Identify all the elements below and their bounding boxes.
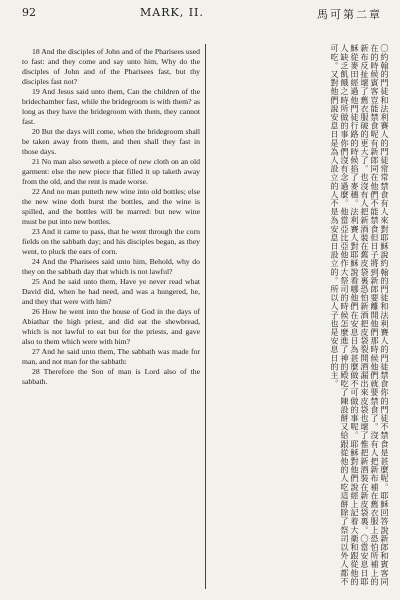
verse-28: 28 Therefore the Son of man is Lord also of the sabbath. <box>22 367 200 386</box>
verse-26: 26 How he went into the house of God in the days of Abiathar the high priest, and did eat the shewbread, which is not lawful to eat but for the priests, and gave also to them which were with him? <box>22 307 200 346</box>
verse-27: 27 And he said unto them, The sabbath was made for man, and not man for the sabbath: <box>22 347 200 366</box>
running-title: MARK, II. <box>140 6 204 19</box>
verse-25: 25 And he said unto them, Have ye never read what David did, when he had need, and was a hungered, he, and they that were with him? <box>22 277 200 306</box>
verse-21: 21 No man also seweth a piece of new cloth on an old garment: else the new piece that filled it up taketh away from the old, and the rent is made worse. <box>22 157 200 186</box>
verse-22: 22 And no man putteth new wine into old bottles; else the new wine doth burst the bottles, and the wine is spilled, and the bottles will be marred: but new wine must be put into new bottles. <box>22 187 200 226</box>
verse-18: 18 And the disciples of John and of the Pharisees used to fast: and they come and say unto him, Why do the disciples of John and of the Pharisees fast, but thy disciples fast not? <box>22 47 200 86</box>
verse-19: 19 And Jesus said unto them, Can the children of the bridechamber fast, while the bridegroom is with them? as long as they have the bridegroom with them, they cannot fast. <box>22 87 200 126</box>
chinese-text-column <box>212 44 390 589</box>
page-header <box>22 6 382 22</box>
running-title-chinese: 馬可第二章 <box>317 8 382 21</box>
verse-24: 24 And the Pharisees said unto him, Behold, why do they on the sabbath day that which is not lawful? <box>22 257 200 276</box>
verse-23: 23 And it came to pass, that he went through the corn fields on the sabbath day; and his disciples began, as they went, to pluck the ears of corn. <box>22 227 200 256</box>
column-divider <box>205 44 206 589</box>
page-number: 92 <box>22 6 36 19</box>
english-text-column <box>22 47 200 587</box>
verse-20: 20 But the days will come, when the bridegroom shall be taken away from them, and then shall they fast in those days. <box>22 127 200 156</box>
chinese-verses: 〇約翰的門徒和法利賽人的門徒常常禁食有人來對耶穌說約翰的門徒和法利賽人的門徒禁食你的門徒不禁食是甚麼呢。耶穌回答說新郎和賓客同在的時候賓客豈能禁食呢有新郎同在他們不能禁食但日子將到新郎要離開他們那時候他們就要禁食了。沒有人把新布補在舊衣服上恐怕所補上的新布反扯壞了舊衣服破的更大了。也沒有人把新酒裝在舊皮袋裏恐怕新酒把皮袋裂開酒漏出來皮袋也壞了惟把新酒裝在新皮袋裏。〇當安息日耶穌從麥田經過他門徒行路的時候掐了麥穗。法利賽人對耶穌說看哪他們在安息日為甚麼做不可做的事呢。耶穌對他們說經上記着大衛和跟從他的人缺乏飢餓之時所做的事你們沒有念過麼。他當亞比亞他作大祭司的時候怎麼進了神的殿吃了陳設餅又給跟從他的人吃這餅除了祭司以外人都不可吃。又對他們說安息日是為人設立的人不是為安息日設立的。所以人子也是安息日的主。 <box>330 44 390 586</box>
